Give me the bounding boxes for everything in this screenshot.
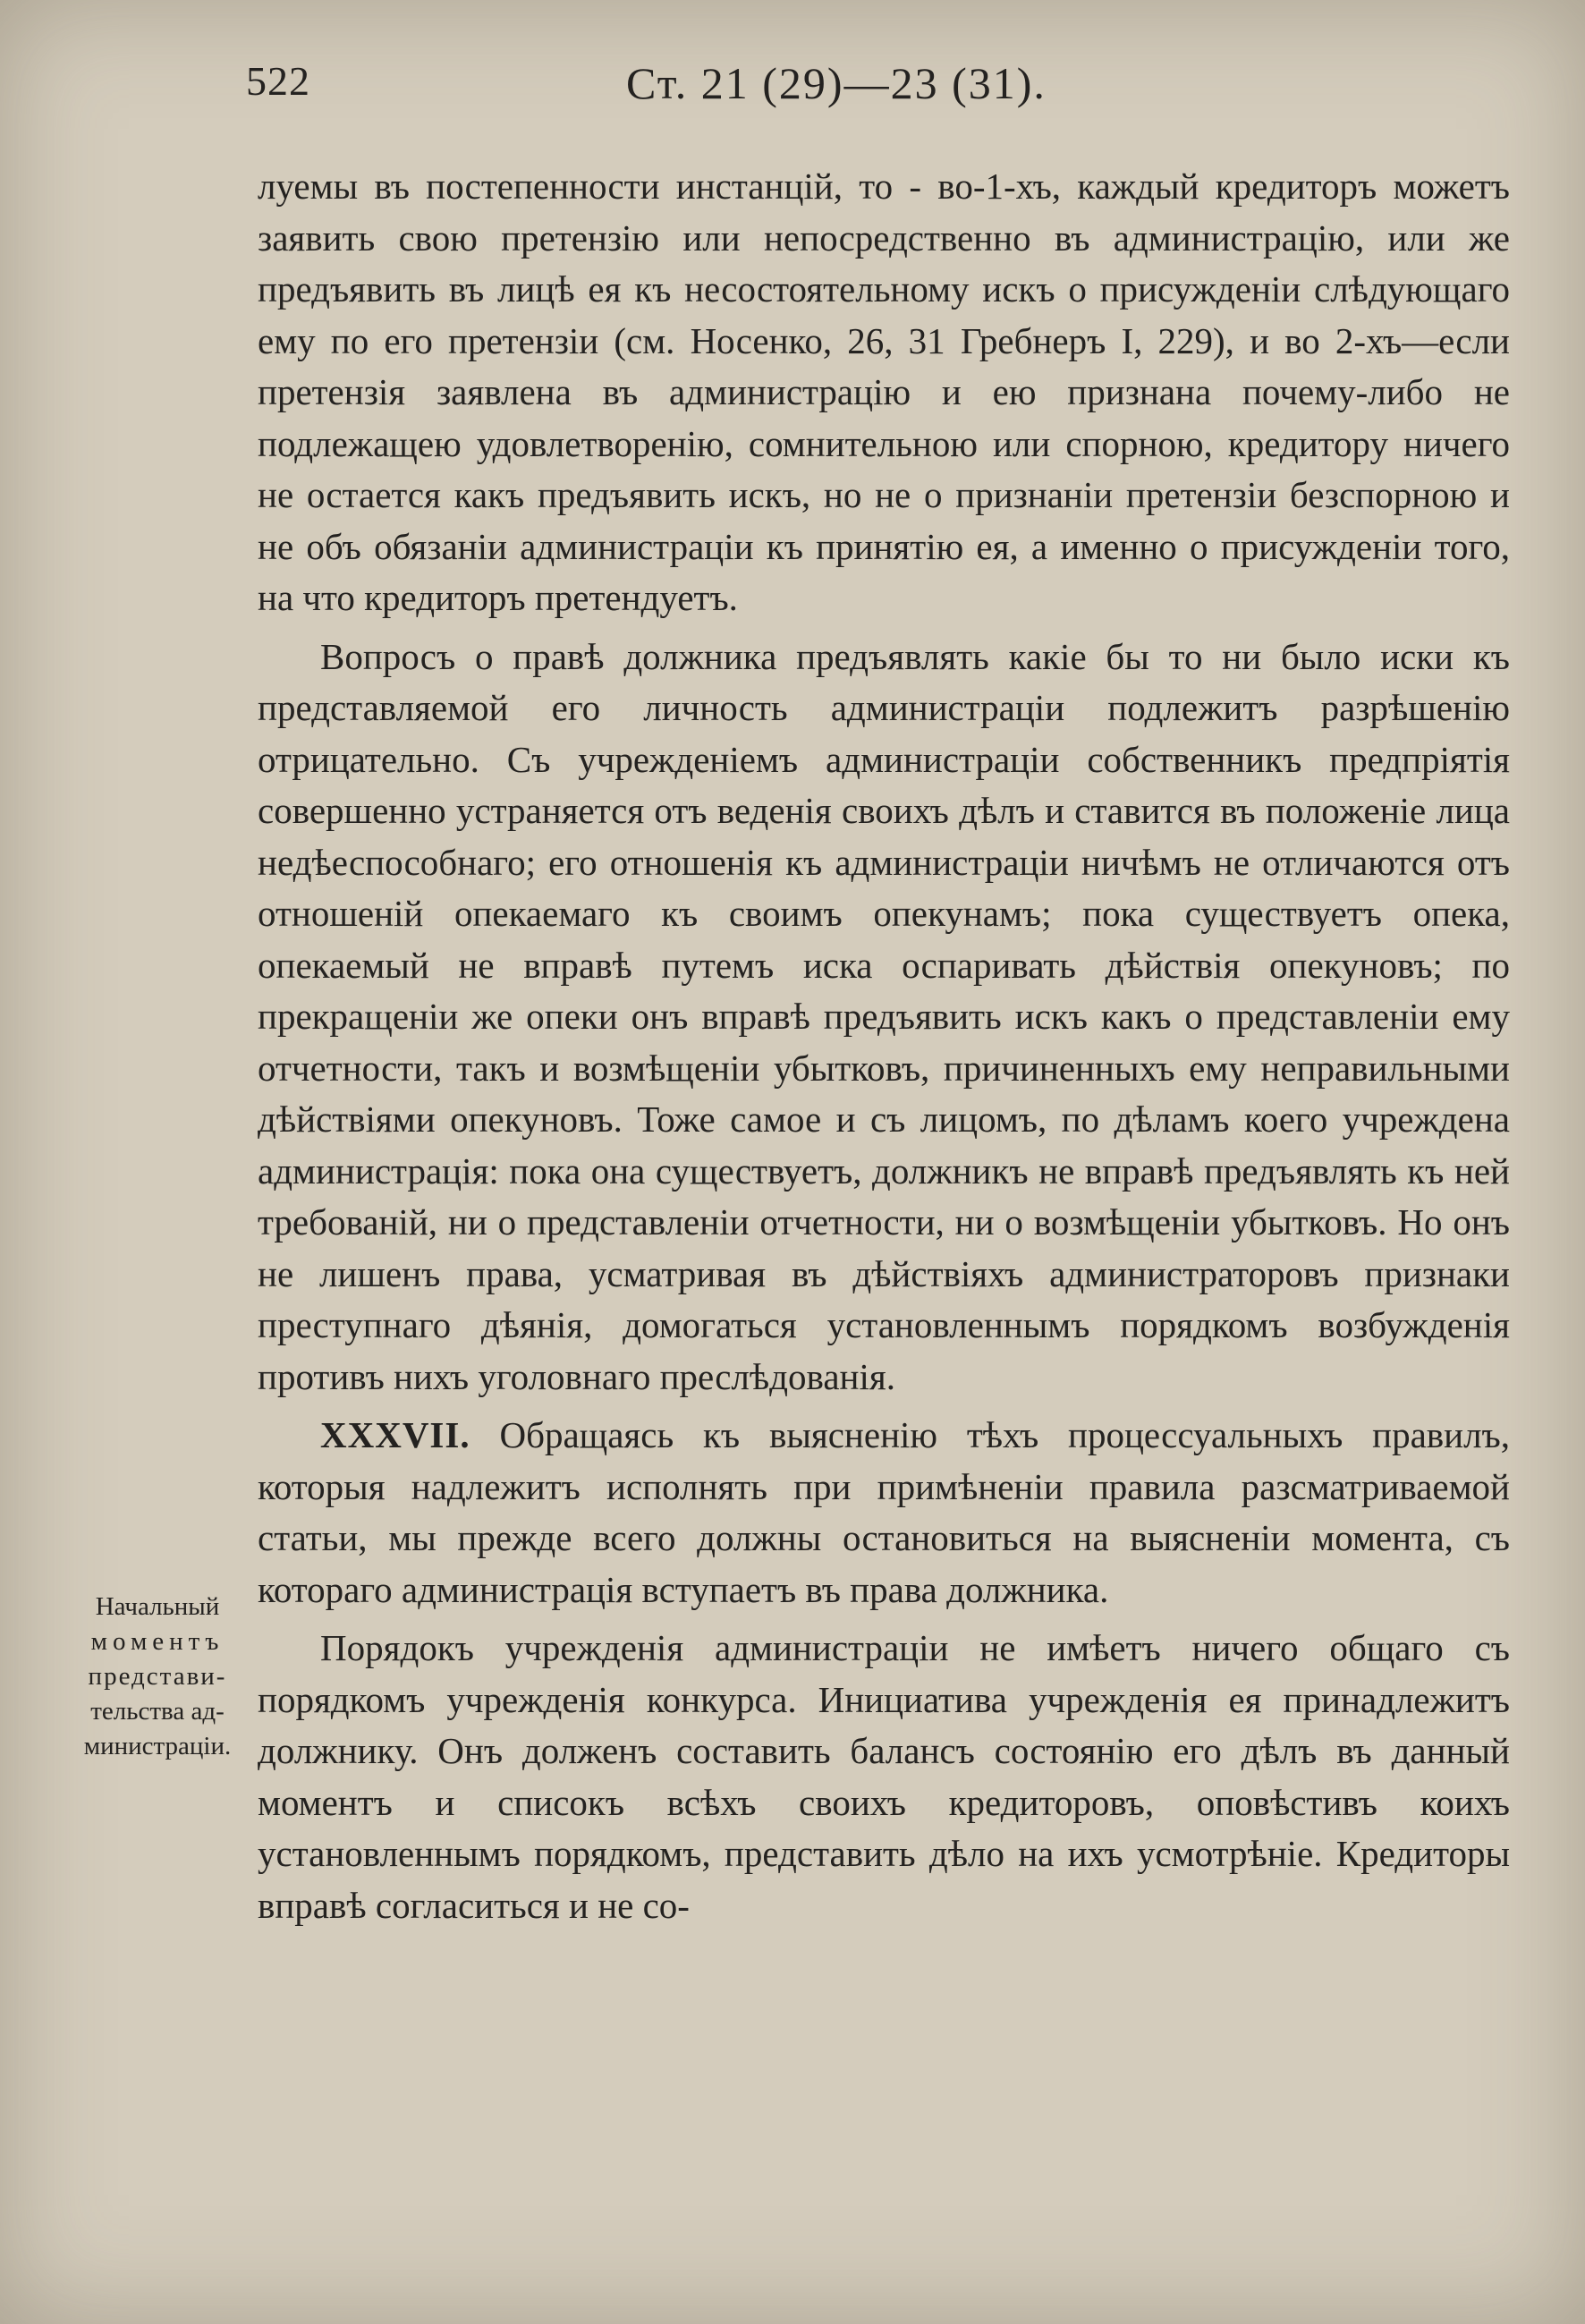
page-number: 522 xyxy=(246,58,310,104)
running-head: Ст. 21 (29)—23 (31). xyxy=(626,58,1047,108)
paragraph-administration-procedure: Порядокъ учрежденія администраціи не имѣетъ ничего общаго съ порядкомъ учрежденія конкурса. Инициатива учрежденія ея принадлежитъ должнику. Онъ долженъ составить балансъ состоянію его дѣлъ въ данный моментъ и списокъ всѣхъ своихъ кредиторовъ, оповѣстивъ коихъ установленнымъ порядкомъ, представить дѣло на ихъ усмотрѣніе. Кредиторы вправѣ согласиться и не со- xyxy=(258,1627,1510,1926)
paragraph-debtor-claims: Вопросъ о правѣ должника предъявлять какіе бы то ни было иски къ представляемой его личность администраціи подлежитъ разрѣшенію отрицательно. Съ учрежденіемъ администраціи собственникъ предпріятія совершенно устраняется отъ веденія своихъ дѣлъ и ставится въ положеніе лица недѣеспособнаго; его отношенія къ администраціи ничѣмъ не отличаются отъ отношеній опекаемаго къ своимъ опекунамъ; пока существуетъ опека, опекаемый не вправѣ путемъ иска оспаривать дѣйствія опекуновъ; по прекращеніи же опеки онъ вправѣ предъявить искъ какъ о представленіи ему отчетности, такъ и возмѣщеніи убытковъ, причиненныхъ ему неправильными дѣйствіями опекуновъ. Тоже самое и съ лицомъ, по дѣламъ коего учреждена администрація: пока она существуетъ, должникъ не вправѣ предъявлять къ ней требованій, ни о представленіи отчетности, ни о возмѣщеніи убытковъ. Но онъ не лишенъ права, усматривая въ дѣйствіяхъ администраторовъ признаки преступнаго дѣянія, домогаться установленнымъ порядкомъ возбужденія противъ нихъ уголовнаго преслѣдованія. xyxy=(258,635,1510,1397)
margin-note-line: министраціи. xyxy=(83,1732,232,1760)
paragraph-continued: луемы въ постепенности инстанцій, то - во-1-хъ, каждый кредиторъ можетъ заявить свою претензію или непосредственно въ администрацію, или же предъявить въ лицѣ ея къ несостоятельному искъ о присужденіи слѣдующаго ему по его претензіи (см. Носенко, 26, 31 Гребнеръ I, 229), и во 2-хъ—если претензія заявлена въ администрацію и ею признана почему-либо не подлежащею удовлетворенію, сомнительною или спорною, кредитору ничего не остается какъ предъявить искъ, но не о признаніи претензіи безспорною и не объ обязаніи администраціи къ принятію ея, а именно о присужденіи того, на что кредиторъ претендуетъ. xyxy=(258,165,1510,618)
section-text: Обращаясь къ выясненію тѣхъ процессуальныхъ правилъ, которыя надлежитъ исполнять при примѣненіи правила разсматриваемой статьи, мы прежде всего должны остановиться на выясненіи момента, съ котораго администрація вступаетъ въ права должника. xyxy=(258,1414,1511,1610)
margin-note-line: моментъ xyxy=(90,1627,225,1656)
body-text xyxy=(258,161,1510,1931)
margin-note xyxy=(68,1590,247,1764)
margin-note-line: представи- xyxy=(88,1662,227,1691)
margin-note-line: Начальный xyxy=(95,1592,220,1621)
section-paragraph xyxy=(258,1410,1510,1616)
margin-note-line: тельства ад- xyxy=(90,1697,225,1726)
section-number: XXXVII. xyxy=(320,1414,470,1455)
